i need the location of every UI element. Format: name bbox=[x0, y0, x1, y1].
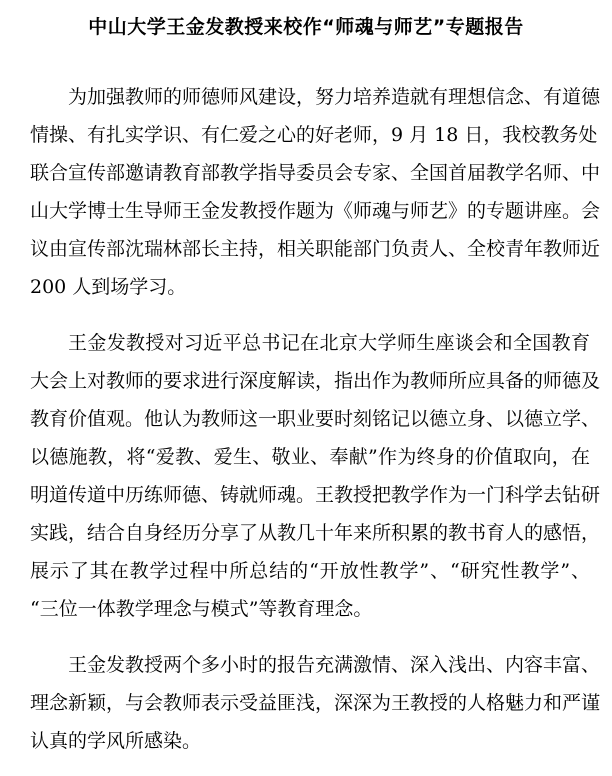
paragraph-line: 展示了其在教学过程中所总结的“开放性教学”、“研究性教学”、 bbox=[30, 560, 590, 582]
paragraph-line: 200 人到场学习。 bbox=[30, 276, 187, 298]
paragraph-line: 山大学博士生导师王金发教授作题为《师魂与师艺》的专题讲座。会 bbox=[30, 200, 601, 222]
paragraph-line: 实践，结合自身经历分享了从教几十年来所积累的教书育人的感悟， bbox=[30, 522, 601, 544]
paragraph-line: 王金发教授对习近平总书记在北京大学师生座谈会和全国教育 bbox=[68, 332, 590, 354]
paragraph-line: 明道传道中历练师德、铸就师魂。王教授把教学作为一门科学去钻研 bbox=[30, 484, 601, 506]
paragraph-line: 情操、有扎实学识、有仁爱之心的好老师，9 月 18 日，我校教务处 bbox=[30, 124, 598, 146]
paragraph-line: 议由宣传部沈瑞林部长主持，相关职能部门负责人、全校青年教师近 bbox=[30, 238, 601, 260]
paragraph-line: 教育价值观。他认为教师这一职业要时刻铭记以德立身、以德立学、 bbox=[30, 408, 601, 430]
document-title: 中山大学王金发教授来校作“师魂与师艺”专题报告 bbox=[88, 16, 524, 38]
paragraph-line: 以德施教，将“爱教、爱生、敬业、奉献”作为终身的价值取向，在 bbox=[30, 446, 590, 468]
paragraph-line: 理念新颖，与会教师表示受益匪浅，深深为王教授的人格魅力和严谨 bbox=[30, 692, 601, 714]
paragraph-line: 王金发教授两个多小时的报告充满激情、深入浅出、内容丰富、 bbox=[68, 654, 601, 676]
paragraph-line: “三位一体教学理念与模式”等教育理念。 bbox=[30, 598, 373, 620]
paragraph-line: 联合宣传部邀请教育部教学指导委员会专家、全国首届教学名师、中 bbox=[30, 162, 601, 184]
paragraph-line: 大会上对教师的要求进行深度解读，指出作为教师所应具备的师德及 bbox=[30, 370, 601, 392]
paragraph-line: 为加强教师的师德师风建设，努力培养造就有理想信念、有道德 bbox=[68, 86, 601, 108]
paragraph-line: 认真的学风所感染。 bbox=[30, 730, 202, 752]
